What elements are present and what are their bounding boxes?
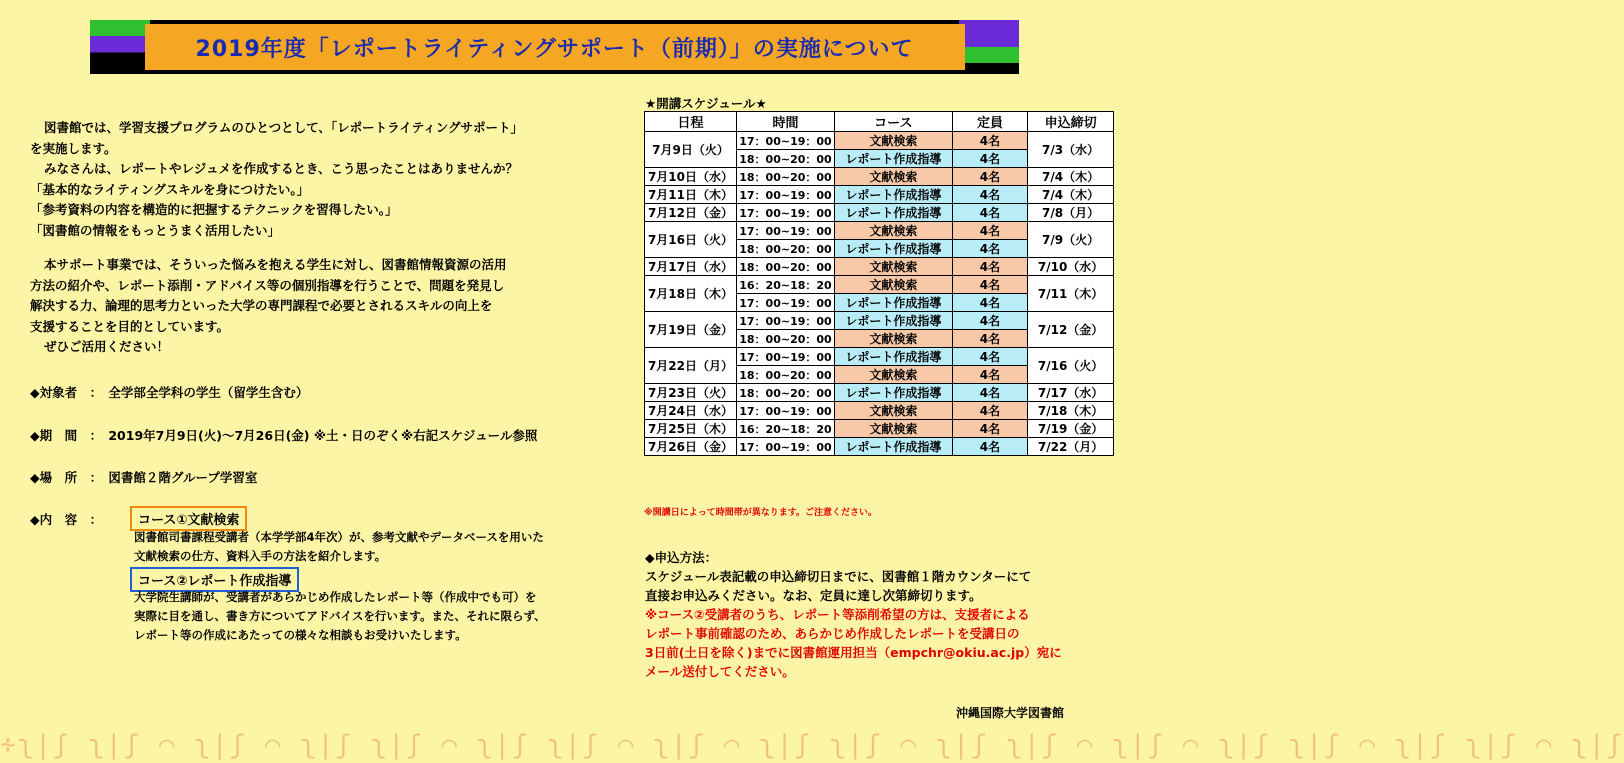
schedule-day: 7月25日（木） — [645, 420, 737, 438]
schedule-time: 17：00~19：00 — [736, 312, 834, 330]
schedule-deadline: 7/17（水） — [1028, 384, 1114, 402]
purpose-line: ぜひご活用ください！ — [44, 339, 170, 354]
intro-line: 「参考資料の内容を構造的に把握するテクニックを習得したい。」 — [30, 202, 398, 217]
schedule-course: レポート作成指導 — [834, 294, 952, 312]
schedule-deadline: 7/4（木） — [1028, 186, 1114, 204]
schedule-note: ※開講日によって時間帯が異なります。ご注意ください。 — [644, 508, 878, 518]
table-row — [645, 348, 1114, 366]
content-label: ◆内 容 ： — [30, 512, 103, 527]
schedule-course: 文献検索 — [834, 168, 952, 186]
schedule-course: 文献検索 — [834, 366, 952, 384]
schedule-capacity: 4名 — [952, 402, 1027, 420]
apply-red-line: レポート事前確認のため、あらかじめ作成したレポートを受講日の — [645, 626, 1020, 641]
table-row — [645, 438, 1114, 456]
apply-title: ◆申込方法： — [645, 550, 718, 565]
schedule-course: 文献検索 — [834, 132, 952, 150]
schedule-capacity: 4名 — [952, 258, 1027, 276]
intro-line: みなさんは、レポートやレジュメを作成するとき、こう思ったことはありませんか？ — [44, 161, 518, 176]
schedule-day: 7月9日（火） — [645, 132, 737, 168]
schedule-day: 7月24日（水） — [645, 402, 737, 420]
header-deadline: 申込締切 — [1028, 112, 1114, 132]
schedule-course: レポート作成指導 — [834, 438, 952, 456]
intro-line: 「図書館の情報をもっとうまく活用したい」 — [30, 222, 281, 238]
schedule-title: ★開講スケジュール★ — [645, 96, 767, 111]
purpose-line: 方法の紹介や、レポート添削・アドバイス等の個別指導を行うことで、問題を発見し — [30, 277, 505, 293]
schedule-day: 7月26日（金） — [645, 438, 737, 456]
page-title: 2019年度「レポートライティングサポート（前期）」の実施について — [195, 36, 914, 62]
course2-desc-line: レポート等の作成にあたっての様々な相談もお受けいたします。 — [134, 628, 467, 642]
schedule-course: レポート作成指導 — [834, 186, 952, 204]
schedule-deadline: 7/10（水） — [1028, 258, 1114, 276]
schedule-day: 7月10日（水） — [645, 168, 737, 186]
schedule-time: 17：00~19：00 — [736, 348, 834, 366]
period-info: ◆期 間 ： 2019年7月9日(火)～7月26日(金) ※土・日のぞく※右記スケジュール参照 — [30, 428, 538, 443]
header-time: 時間 — [736, 112, 834, 132]
schedule-capacity: 4名 — [952, 330, 1027, 348]
schedule-course: レポート作成指導 — [834, 240, 952, 258]
table-header-row — [645, 112, 1114, 132]
schedule-capacity: 4名 — [952, 204, 1027, 222]
table-row — [645, 258, 1114, 276]
schedule-capacity: 4名 — [952, 312, 1027, 330]
table-row — [645, 204, 1114, 222]
schedule-capacity: 4名 — [952, 222, 1027, 240]
header-capacity: 定員 — [952, 112, 1027, 132]
intro-line: 「基本的なライティングスキルを身につけたい。」 — [30, 181, 310, 197]
schedule-time: 18：00~20：00 — [736, 240, 834, 258]
intro-line: を実施します。 — [30, 140, 117, 156]
schedule-time: 17：00~19：00 — [736, 402, 834, 420]
schedule-time: 17：00~19：00 — [736, 294, 834, 312]
banner-decoration-left — [90, 20, 150, 74]
schedule-capacity: 4名 — [952, 240, 1027, 258]
schedule-capacity: 4名 — [952, 294, 1027, 312]
schedule-time: 18：00~20：00 — [736, 384, 834, 402]
schedule-time: 17：00~19：00 — [736, 132, 834, 150]
schedule-time: 16：20~18：20 — [736, 420, 834, 438]
schedule-body — [645, 132, 1114, 456]
apply-section — [645, 548, 1062, 681]
schedule-course: レポート作成指導 — [834, 312, 952, 330]
purpose-line: 支援することを目的としています。 — [30, 318, 230, 334]
library-name: 沖縄国際大学図書館 — [956, 706, 1065, 720]
header-day: 日程 — [645, 112, 737, 132]
table-row — [645, 186, 1114, 204]
schedule-time: 16：20~18：20 — [736, 276, 834, 294]
schedule-capacity: 4名 — [952, 150, 1027, 168]
table-row — [645, 276, 1114, 294]
schedule-course: レポート作成指導 — [834, 348, 952, 366]
course2-desc-line: 実際に目を通し、書き方についてアドバイスを行います。また、それに限らず、 — [134, 609, 546, 623]
schedule-deadline: 7/8（月） — [1028, 204, 1114, 222]
apply-line: 直接お申込みください。なお、定員に達し次第締切ります。 — [645, 588, 982, 603]
course1-label: コース①文献検索 — [130, 506, 247, 531]
table-row — [645, 420, 1114, 438]
title-box — [145, 24, 965, 70]
schedule-capacity: 4名 — [952, 276, 1027, 294]
schedule-time: 17：00~19：00 — [736, 186, 834, 204]
schedule-time: 17：00~19：00 — [736, 438, 834, 456]
schedule-capacity: 4名 — [952, 438, 1027, 456]
schedule-capacity: 4名 — [952, 348, 1027, 366]
schedule-deadline: 7/4（木） — [1028, 168, 1114, 186]
course2-label: コース②レポート作成指導 — [130, 567, 299, 592]
schedule-capacity: 4名 — [952, 132, 1027, 150]
table-row — [645, 384, 1114, 402]
course1-desc-line: 文献検索の仕方、資料入手の方法を紹介します。 — [134, 549, 387, 563]
intro-section — [30, 118, 630, 358]
table-row — [645, 312, 1114, 330]
course1-desc-line: 図書館司書課程受講者（本学学部4年次）が、参考文献やデータベースを用いた — [134, 530, 544, 544]
schedule-day: 7月22日（月） — [645, 348, 737, 384]
header-course: コース — [834, 112, 952, 132]
apply-red-line: メール送付してください。 — [645, 664, 795, 679]
schedule-deadline: 7/19（金） — [1028, 420, 1114, 438]
course2-description — [134, 588, 546, 645]
schedule-day: 7月17日（水） — [645, 258, 737, 276]
course1-description — [134, 528, 544, 566]
schedule-deadline: 7/22（月） — [1028, 438, 1114, 456]
schedule-day: 7月11日（木） — [645, 186, 737, 204]
schedule-deadline: 7/12（金） — [1028, 312, 1114, 348]
schedule-time: 18：00~20：00 — [736, 258, 834, 276]
schedule-table — [644, 111, 1114, 456]
schedule-time: 18：00~20：00 — [736, 168, 834, 186]
apply-line: スケジュール表記載の申込締切日までに、図書館１階カウンターにて — [645, 569, 1032, 584]
schedule-course: 文献検索 — [834, 330, 952, 348]
schedule-day: 7月19日（金） — [645, 312, 737, 348]
apply-red-line: ※コース②受講者のうち、レポート等添削希望の方は、支援者による — [645, 607, 1030, 622]
intro-line: 図書館では、学習支援プログラムのひとつとして、「レポートライティングサポート」 — [44, 120, 524, 135]
schedule-day: 7月16日（火） — [645, 222, 737, 258]
table-row — [645, 168, 1114, 186]
schedule-capacity: 4名 — [952, 384, 1027, 402]
schedule-deadline: 7/18（木） — [1028, 402, 1114, 420]
apply-red-line: 3日前(土日を除く)までに図書館運用担当（empchr@okiu.ac.jp）宛に — [645, 645, 1062, 660]
schedule-course: 文献検索 — [834, 276, 952, 294]
schedule-time: 18：00~20：00 — [736, 330, 834, 348]
title-banner — [90, 20, 1019, 74]
schedule-capacity: 4名 — [952, 168, 1027, 186]
table-row — [645, 132, 1114, 150]
banner-decoration-right — [959, 20, 1019, 74]
schedule-course: レポート作成指導 — [834, 204, 952, 222]
table-row — [645, 222, 1114, 240]
schedule-course: 文献検索 — [834, 420, 952, 438]
schedule-capacity: 4名 — [952, 186, 1027, 204]
schedule-course: レポート作成指導 — [834, 384, 952, 402]
purpose-line: 解決する力、論理的思考力といった大学の専門課程で必要とされるスキルの向上を — [30, 298, 493, 313]
schedule-time: 18：00~20：00 — [736, 150, 834, 168]
schedule-course: 文献検索 — [834, 402, 952, 420]
schedule-day: 7月12日（金） — [645, 204, 737, 222]
schedule-course: レポート作成指導 — [834, 150, 952, 168]
schedule-time: 18：00~20：00 — [736, 366, 834, 384]
table-row — [645, 402, 1114, 420]
purpose-line: 本サポート事業では、そういった悩みを抱える学生に対し、図書館情報資源の活用 — [44, 257, 507, 272]
schedule-deadline: 7/11（木） — [1028, 276, 1114, 312]
schedule-capacity: 4名 — [952, 420, 1027, 438]
schedule-deadline: 7/9（火） — [1028, 222, 1114, 258]
grass-decoration: ∻ʅ|ʃ ʅ|ʃ ⌒ ʅ|ʃ ⌒ ʅ|ʃ ʅ|ʃ ⌒ ʅ|ʃ ʅ|ʃ ⌒ ʅ|ʃ ⌒ ʅ|ʃ ʅ|ʃ ⌒ ʅ|ʃ ʅ|ʃ ⌒ ʅ|ʃ ⌒ ʅ|ʃ ʅ|ʃ ⌒ ʅ|ʃ ʅ|ʃ ⌒ ʅ|ʃ — [0, 730, 1624, 760]
schedule-day: 7月18日（木） — [645, 276, 737, 312]
target-info: ◆対象者 ： 全学部全学科の学生（留学生含む） — [30, 385, 309, 400]
schedule-deadline: 7/16（火） — [1028, 348, 1114, 384]
schedule-time: 17：00~19：00 — [736, 222, 834, 240]
schedule-course: 文献検索 — [834, 258, 952, 276]
schedule-deadline: 7/3（水） — [1028, 132, 1114, 168]
schedule-course: 文献検索 — [834, 222, 952, 240]
schedule-capacity: 4名 — [952, 366, 1027, 384]
place-info: ◆場 所 ： 図書館２階グループ学習室 — [30, 470, 258, 485]
schedule-day: 7月23日（火） — [645, 384, 737, 402]
schedule-time: 17：00~19：00 — [736, 204, 834, 222]
course2-desc-line: 大学院生講師が、受講者があらかじめ作成したレポート等（作成中でも可）を — [134, 590, 537, 604]
